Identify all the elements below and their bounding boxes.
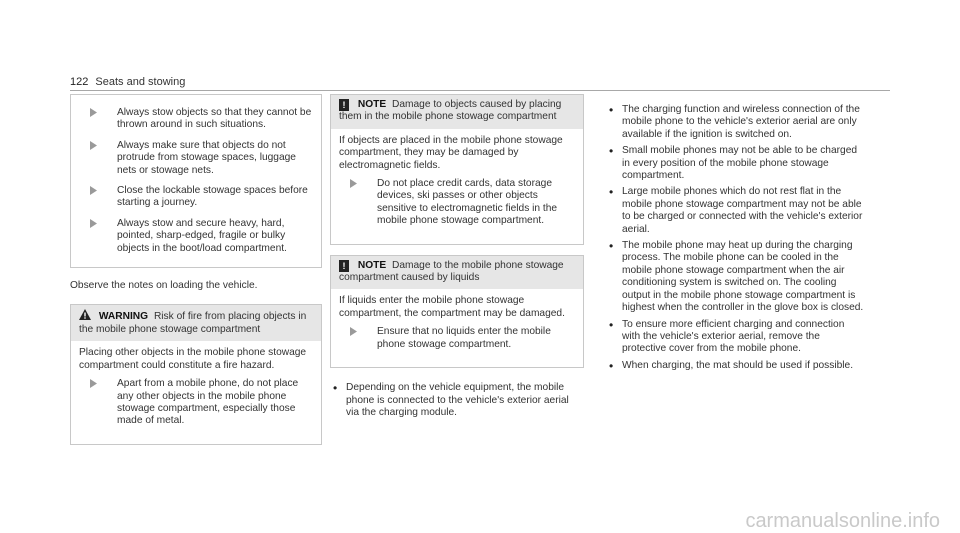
bullet-list bbox=[330, 382, 584, 419]
play-arrow-icon bbox=[90, 108, 97, 117]
bullet-dot-icon: • bbox=[609, 185, 614, 200]
step-item bbox=[79, 378, 313, 428]
step-item bbox=[79, 107, 313, 132]
exclamation-icon: ! bbox=[339, 99, 349, 111]
note-header bbox=[331, 256, 583, 290]
note-label: NOTE bbox=[357, 259, 387, 271]
list-item-text: Depending on the vehicle equipment, the mobile phone is connected to the vehicle's exterior aerial via the charging module. bbox=[346, 382, 569, 418]
bullet-dot-icon: • bbox=[333, 381, 338, 396]
step-text: Always stow and secure heavy, hard, pointed, sharp-edged, fragile or bulky objects in the boot/load compartment. bbox=[117, 217, 287, 254]
step-item bbox=[79, 218, 313, 255]
warning-body-text: Placing other objects in the mobile phone stowage compartment could constitute a fire hazard. bbox=[79, 347, 307, 371]
header-divider bbox=[70, 90, 890, 91]
note-body-text: If liquids enter the mobile phone stowage compartment, the compartment may be damaged. bbox=[339, 295, 565, 319]
step-item bbox=[339, 178, 575, 228]
warning-label: WARNING bbox=[98, 311, 149, 323]
note-body bbox=[331, 289, 583, 367]
note-body bbox=[331, 129, 583, 244]
list-item-text: The charging function and wireless connection of the mobile phone to the vehicle's exterior aerial are only available if the ignition is switched on. bbox=[622, 104, 860, 140]
note-head-text: Damage to the mobile phone stowage compartment caused by liquids bbox=[339, 259, 564, 284]
note-head-text: Damage to objects caused by placing them in the mobile phone stowage compartment bbox=[339, 99, 562, 123]
page-header bbox=[70, 76, 185, 88]
step-text: Ensure that no liquids enter the mobile phone stowage compartment. bbox=[377, 326, 551, 350]
section-title: Seats and stowing bbox=[95, 76, 186, 88]
play-arrow-icon bbox=[90, 186, 97, 195]
column-2 bbox=[330, 94, 584, 423]
list-item-text: To ensure more efficient charging and connection with the vehicle's exterior aerial, remove the protective cover from the mobile phone. bbox=[622, 318, 845, 355]
play-arrow-icon bbox=[90, 219, 97, 228]
step-item bbox=[79, 140, 313, 177]
list-item bbox=[606, 145, 864, 182]
bullet-dot-icon: • bbox=[609, 358, 614, 373]
exclamation-icon: ! bbox=[339, 260, 349, 272]
step-text: Close the lockable stowage spaces before starting a journey. bbox=[117, 185, 308, 209]
note-label: NOTE bbox=[357, 99, 387, 110]
play-arrow-icon bbox=[350, 179, 357, 188]
list-item bbox=[606, 104, 864, 141]
warning-body bbox=[71, 341, 321, 443]
list-item bbox=[330, 382, 584, 419]
column-1 bbox=[70, 94, 322, 445]
note-body-text: If objects are placed in the mobile phone stowage compartment, they may be damaged by electromagnetic fields. bbox=[339, 134, 563, 171]
list-item bbox=[606, 240, 864, 314]
page-number: 122 bbox=[70, 76, 89, 88]
list-item-text: When charging, the mat should be used if possible. bbox=[622, 359, 854, 371]
bullet-dot-icon: • bbox=[609, 144, 614, 159]
note-box-1 bbox=[330, 94, 584, 245]
bullet-dot-icon: • bbox=[609, 103, 614, 117]
note-box-2 bbox=[330, 255, 584, 368]
list-item bbox=[606, 319, 864, 356]
play-arrow-icon bbox=[90, 379, 97, 388]
step-text: Do not place credit cards, data storage devices, ski passes or other objects sensitive to electromagnetic fields in the mobile phone stowage compartment. bbox=[377, 178, 558, 227]
play-arrow-icon bbox=[350, 327, 357, 336]
list-item-text: Large mobile phones which do not rest flat in the mobile phone stowage compartment may not be able to be charged or connected with the vehicle's exterior aerial. bbox=[622, 186, 863, 235]
warning-header bbox=[71, 305, 321, 341]
steps-box bbox=[70, 94, 322, 268]
step-item bbox=[79, 185, 313, 210]
note-header bbox=[331, 95, 583, 129]
bullet-dot-icon: • bbox=[609, 239, 614, 254]
step-item bbox=[339, 326, 575, 351]
step-text: Apart from a mobile phone, do not place any other objects in the mobile phone stowage compartment, especially those made of metal. bbox=[117, 378, 299, 427]
list-item bbox=[606, 360, 864, 372]
list-item bbox=[606, 186, 864, 236]
play-arrow-icon bbox=[90, 141, 97, 150]
observe-note: Observe the notes on loading the vehicle. bbox=[70, 280, 258, 292]
step-text: Always make sure that objects do not protrude from stowage spaces, luggage nets or stowage nets. bbox=[117, 139, 296, 176]
warning-box bbox=[70, 304, 322, 444]
watermark: carmanualsonline.info bbox=[745, 509, 940, 532]
list-item-text: Small mobile phones may not be able to be charged in every position of the mobile phone stowage compartment. bbox=[622, 145, 858, 182]
list-item-text: The mobile phone may heat up during the charging process. The mobile phone can be cooled in the mobile phone stowage compartment when the air conditioning system is switched on. The cooling output in the mobile phone stowage compartment is highest when the controller in the glove box is closed. bbox=[622, 240, 864, 314]
warning-triangle-icon bbox=[79, 309, 91, 320]
step-text: Always stow objects so that they cannot be thrown around in such situations. bbox=[117, 107, 312, 131]
column-3 bbox=[606, 104, 864, 376]
warning-head-text: Risk of fire from placing objects in the mobile phone stowage compartment bbox=[79, 311, 307, 335]
bullet-dot-icon: • bbox=[609, 317, 614, 332]
